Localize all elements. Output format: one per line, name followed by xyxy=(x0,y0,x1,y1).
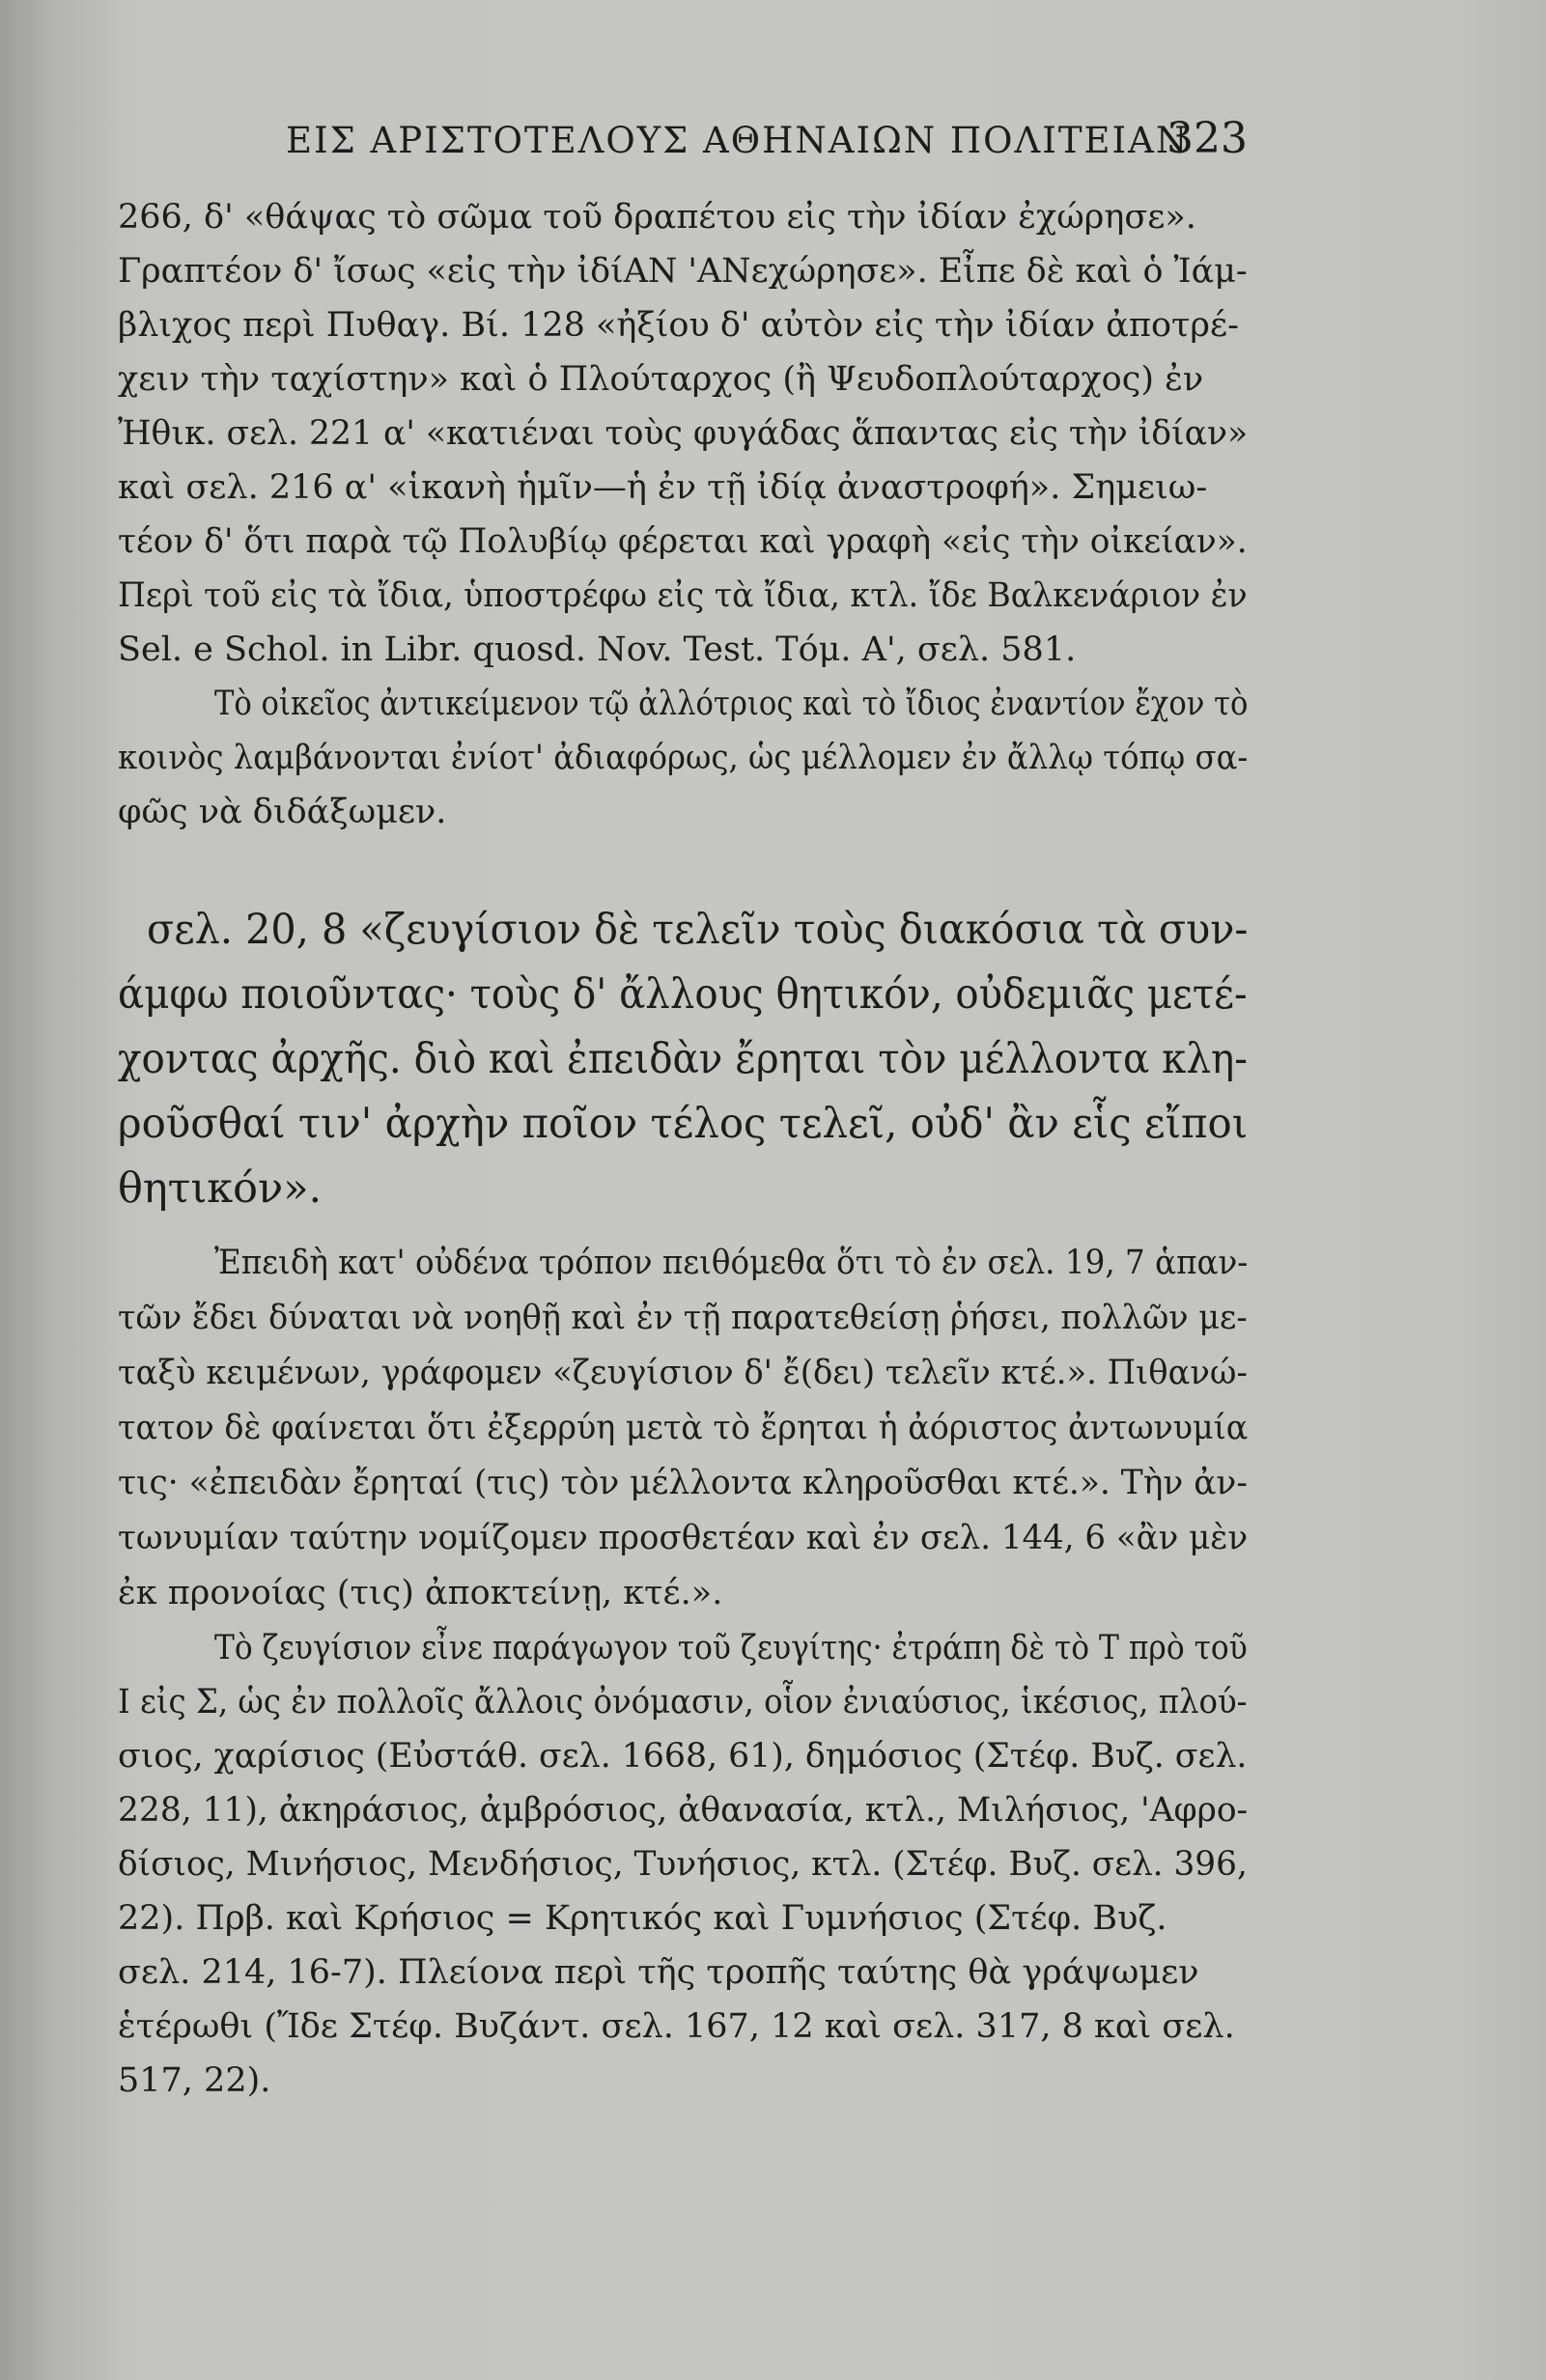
page-number: 323 xyxy=(1167,114,1248,163)
text-line: Τὸ ζευγίσιον εἶνε παράγωγον τοῦ ζευγίτης· ἐτράπη δὲ τὸ Τ πρὸ τοῦ xyxy=(214,1629,1248,1667)
text-line: ταξὺ κειμένων, γράφομεν «ζευγίσιον δ' ἔ(δει) τελεῖν κτέ.». Πιθανώ- xyxy=(118,1354,1248,1392)
text-line: δίσιος, Μινήσιος, Μενδήσιος, Τυνήσιος, κτλ. (Στέφ. Βυζ. σελ. 396, xyxy=(118,1845,1248,1884)
text-line: ἐκ προνοίας (τις) ἀποκτείνῃ, κτέ.». xyxy=(118,1574,723,1612)
text-line: τατον δὲ φαίνεται ὅτι ἐξερρύη μετὰ τὸ ἔρηται ἡ ἀόριστος ἀντωνυμία xyxy=(118,1409,1249,1447)
text-line: Περὶ τοῦ εἰς τὰ ἴδια, ὑποστρέφω εἰς τὰ ἴδια, κτλ. ἴδε Βαλκενάριον ἐν xyxy=(118,576,1248,615)
text-line: κοινὸς λαμβάνονται ἐνίοτ' ἀδιαφόρως, ὡς μέλλομεν ἐν ἄλλῳ τόπῳ σα- xyxy=(118,739,1249,777)
text-line: Τὸ οἰκεῖος ἀντικείμενον τῷ ἀλλότριος καὶ τὸ ἴδιος ἐναντίον ἔχον τὸ xyxy=(214,685,1249,723)
text-line: τῶν ἔδει δύναται νὰ νοηθῇ καὶ ἐν τῇ παρατεθείσῃ ῥήσει, πολλῶν με- xyxy=(118,1299,1248,1337)
text-line: 517, 22). xyxy=(118,2061,271,2100)
text-line: Ἠθικ. σελ. 221 α' «κατιέναι τοὺς φυγάδας ἅπαντας εἰς τὴν ἰδίαν» xyxy=(118,414,1249,453)
text-line: τις· «ἐπειδὰν ἔρηταί (τις) τὸν μέλλοντα κληροῦσθαι κτέ.». Τὴν ἀν- xyxy=(118,1464,1248,1502)
text-line: φῶς νὰ διδάξωμεν. xyxy=(118,793,447,831)
text-line: χοντας ἀρχῆς. διὸ καὶ ἐπειδὰν ἔρηται τὸν μέλλοντα κλη- xyxy=(118,1035,1248,1083)
text-line: άμφω ποιοῦντας· τοὺς δ' ἄλλους θητικόν, οὐδεμιᾶς μετέ- xyxy=(118,970,1248,1019)
text-line: Sel. e Schol. in Libr. quosd. Nov. Test. Τόμ. Α', σελ. 581. xyxy=(118,630,1077,669)
text-line: σελ. 20, 8 «ζευγίσιον δὲ τελεῖν τοὺς διακόσια τὰ συν- xyxy=(147,906,1249,954)
text-line: ροῦσθαί τιν' ἀρχὴν ποῖον τέλος τελεῖ, οὐδ' ἂν εἷς εἴποι xyxy=(118,1100,1249,1148)
text-line: 228, 11), ἀκηράσιος, ἀμβρόσιος, ἀθανασία, κτλ., Μιλήσιος, 'Αφρο- xyxy=(118,1791,1249,1830)
text-line: Ἐπειδὴ κατ' οὐδένα τρόπον πειθόμεθα ὅτι τὸ ἐν σελ. 19, 7 ἁπαν- xyxy=(214,1244,1249,1282)
text-line: 266, δ' «θάψας τὸ σῶμα τοῦ δραπέτου εἰς τὴν ἰδίαν ἐχώρησε». xyxy=(118,198,1196,237)
text-line: θητικόν». xyxy=(118,1164,323,1213)
text-line: τέον δ' ὅτι παρὰ τῷ Πολυβίῳ φέρεται καὶ γραφὴ «εἰς τὴν οἰκείαν». xyxy=(118,522,1248,561)
text-line: βλιχος περὶ Πυθαγ. Βί. 128 «ἠξίου δ' αὐτὸν εἰς τὴν ἰδίαν ἀποτρέ- xyxy=(118,306,1239,345)
text-line: χειν τὴν ταχίστην» καὶ ὁ Πλούταρχος (ἢ Ψευδοπλούταρχος) ἐν xyxy=(118,360,1204,399)
text-line: Γραπτέον δ' ἴσως «εἰς τὴν ἰδίΑΝ 'ΑΝεχώρησε». Εἶπε δὲ καὶ ὁ Ἰάμ- xyxy=(118,252,1248,291)
text-line: Ι εἰς Σ, ὡς ἐν πολλοῖς ἄλλοις ὀνόμασιν, οἷον ἐνιαύσιος, ἱκέσιος, πλού- xyxy=(118,1683,1248,1722)
text-line: σιος, χαρίσιος (Εὐστάθ. σελ. 1668, 61), δημόσιος (Στέφ. Βυζ. σελ. xyxy=(118,1737,1248,1776)
running-title: ΕΙΣ ΑΡΙΣΤΟΤΕΛΟΥΣ ΑΘΗΝΑΙΩΝ ΠΟΛΙΤΕΙΑΝ xyxy=(286,120,1190,161)
text-line: σελ. 214, 16-7). Πλείονα περὶ τῆς τροπῆς ταύτης θὰ γράψωμεν xyxy=(118,1953,1199,1992)
text-line: ἑτέρωθι (Ἴδε Στέφ. Βυζάντ. σελ. 167, 12 καὶ σελ. 317, 8 καὶ σελ. xyxy=(118,2007,1235,2046)
text-line: καὶ σελ. 216 α' «ἱκανὴ ἡμῖν—ἡ ἐν τῇ ἰδίᾳ ἀναστροφή». Σημειω- xyxy=(118,468,1208,507)
text-line: τωνυμίαν ταύτην νομίζομεν προσθετέαν καὶ ἐν σελ. 144, 6 «ἂν μὲν xyxy=(118,1519,1249,1557)
text-line: 22). Πρβ. καὶ Κρήσιος = Κρητικός καὶ Γυμνήσιος (Στέφ. Βυζ. xyxy=(118,1899,1167,1938)
running-header xyxy=(286,114,1251,178)
